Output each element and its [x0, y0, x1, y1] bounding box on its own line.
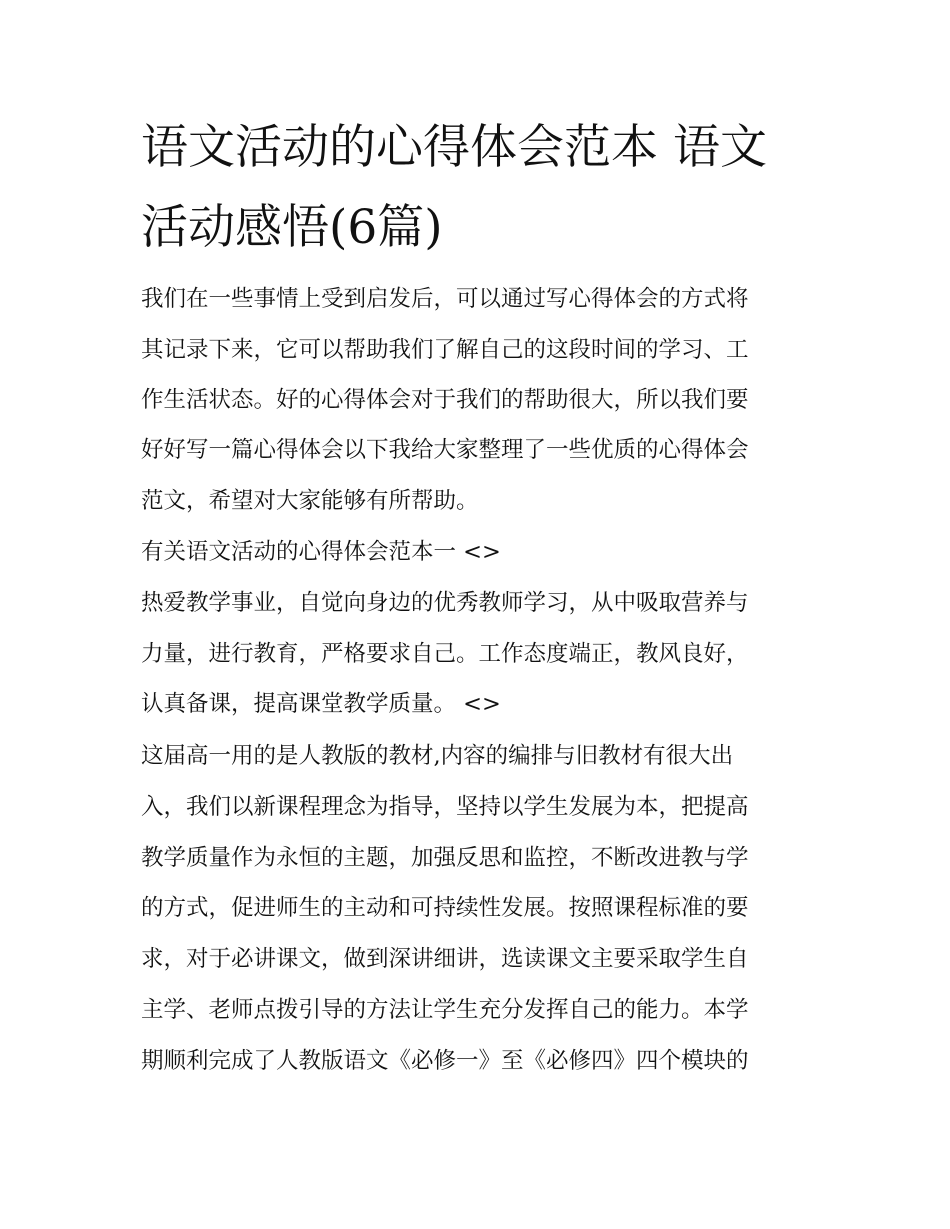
intro-paragraph-line: 我们在一些事情上受到启发后，可以通过写心得体会的方式将 [141, 286, 749, 312]
body-paragraph-line: 期顺利完成了人教版语文《必修一》至《必修四》四个模块的 [141, 1048, 749, 1074]
intro-paragraph-line: 其记录下来，它可以帮助我们了解自己的这段时间的学习、工 [141, 337, 749, 363]
body-paragraph-line: 主学、老师点拨引导的方法让学生充分发挥自己的能力。本学 [141, 997, 749, 1023]
section-heading: 有关语文活动的心得体会范本一 <> [141, 539, 501, 565]
body-paragraph-line: 热爱教学事业，自觉向身边的优秀教师学习，从中吸取营养与 [141, 590, 749, 616]
body-paragraph-line: 认真备课，提高课堂教学质量。 <> [141, 691, 501, 717]
body-paragraph-line: 入，我们以新课程理念为指导，坚持以学生发展为本，把提高 [141, 794, 749, 820]
intro-paragraph-line: 范文，希望对大家能够有所帮助。 [141, 488, 479, 514]
body-paragraph-line: 的方式，促进师生的主动和可持续性发展。按照课程标准的要 [141, 895, 749, 921]
body-paragraph-line: 力量，进行教育，严格要求自己。工作态度端正，教风良好， [141, 641, 749, 667]
body-paragraph-line: 求，对于必讲课文，做到深讲细讲，选读课文主要采取学生自 [141, 946, 749, 972]
intro-paragraph-line: 作生活状态。好的心得体会对于我们的帮助很大，所以我们要 [141, 387, 749, 413]
intro-paragraph-line: 好好写一篇心得体会以下我给大家整理了一些优质的心得体会 [141, 437, 749, 463]
document-title-line-2: 活动感悟(6篇) [141, 200, 443, 255]
document-title-line-1: 语文活动的心得体会范本 语文 [141, 120, 767, 175]
body-paragraph-line: 这届高一用的是人教版的教材,内容的编排与旧教材有很大出 [141, 743, 734, 769]
body-paragraph-line: 教学质量作为永恒的主题，加强反思和监控，不断改进教与学 [141, 845, 749, 871]
